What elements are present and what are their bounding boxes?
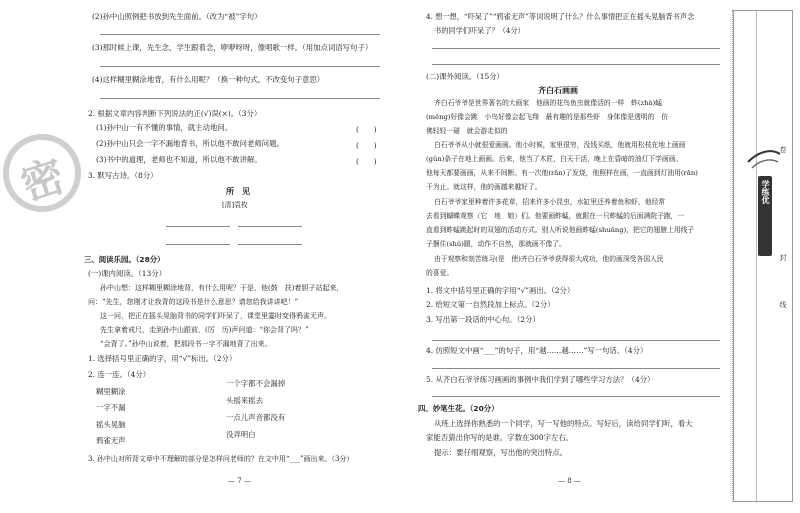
poem-line[interactable] [238,226,302,227]
subsection-title: (二)课外阅读。（15分） [426,72,504,81]
judge-item: (3)书中的道理，老师也不知道，所以他不敢讲解。 [96,155,262,164]
answer-line[interactable] [432,396,720,397]
connect-left-item[interactable]: 摇头晃脑 [96,420,126,429]
story-line: (gǔn)条子在地上画画。后来，他当了木匠，白天干活，晚上在昏暗的油灯下学画画。 [426,155,683,163]
confidential-stamp [3,134,81,212]
writing-prompt: 家能否猜出你写的是谁。字数在300字左右。 [426,433,574,442]
sidebar-label-feng: 封 [779,254,787,261]
story-title: 齐白石画画 [538,85,578,95]
stamp-character: 密 [15,150,71,211]
answer-line[interactable] [432,340,720,341]
page-number: — 7 — [228,477,251,485]
story-line: 齐白石爷爷是世界著名的大画家 他画的花鸟鱼虫就像活的一样 蚱(zhà)蜢 [434,99,663,107]
brand-logo [744,142,784,272]
subsection-title: (一)课内阅读。（13分） [88,269,166,278]
story-line: 他每天都要画画，从来不间断。有一次他(rǎn)了发烧，他照样在画，一直画到灯油用(rǎn) [426,169,698,177]
judge-item: (1)孙中山一有不懂的事情，就主动地问。 [96,123,233,132]
poem-line[interactable] [166,226,230,227]
story-line: 由于观察和刻苦练习(是 使)齐白石爷爷获得很大成功，他的画深受各国人民 [434,255,664,263]
answer-line [100,34,380,35]
answer-line[interactable] [432,64,720,65]
writing-prompt: 提示：要仔细观察，写出他的突出特点。 [434,448,568,457]
answer-paren[interactable]: ( ) [356,141,377,150]
question-title: 2. 给短文第一自然段加上标点。（2分） [426,300,555,309]
sidebar-label-juan: 卷 [779,146,787,153]
connect-right-item[interactable]: 头摇来摇去 [226,396,263,405]
passage-line: 问：“先生，您刚才让我背的这段书是什么意思？请您给我讲讲吧！” [88,298,299,306]
question-title: 2. 连一连。（4分） [88,370,151,379]
right-page [402,0,732,513]
judge-item: (2)孙中山只会一字不漏地背书，所以他不敢问老师问题。 [96,139,284,148]
question-title: 1. 将文中括号里正确的字用“√”画出。（2分） [426,286,575,295]
connect-left-item[interactable]: 鸦雀无声 [96,436,126,445]
question-title: 4. 仿照短文中画“___”的句子，用“越……越……”写一句话。（4分） [426,346,648,355]
answer-paren[interactable]: ( ) [356,157,377,166]
sidebar-label-xian: 线 [779,301,787,308]
question-title: 5. 从齐白石爷爷练习画画的事例中我们学到了哪些学习方法？（4分） [426,375,655,384]
question-title: 3. 孙中山对所背文章中不理解的部分是怎样问老师的？在文中用“___”画出来。（3分） [88,455,354,463]
connect-left-item[interactable]: 一字不漏 [96,403,126,412]
page-number: — 8 — [558,477,581,485]
answer-line [100,98,380,99]
poem-line[interactable] [238,244,302,245]
passage-line: 孙中山想：这样糊里糊涂地背，有什么用呢？于是，他(鼓 扶)着胆子站起来， [100,284,344,292]
poem-title: 所 见 [226,186,250,196]
poem-line[interactable] [166,244,230,245]
section-title: 四、妙笔生花。（20分） [418,404,499,413]
story-line: 的喜爱。 [426,269,454,277]
answer-paren[interactable]: ( ) [356,125,377,134]
question-title: 2. 根据文章内容判断下列说法的正(√)误(×)。（3分） [88,109,262,118]
section-title: 三、阅读乐园。（28分） [84,255,165,264]
question-text: (3)那时候上课，先生念，学生跟着念，咿咿呀呀，像唱歌一样。（用加点词语写句子） [92,43,373,52]
answer-line[interactable] [432,48,720,49]
question-title: 3. 写出第一段话的中心句。（2分） [426,315,540,324]
connect-left-item[interactable]: 糊里糊涂 [96,387,126,396]
question-title: 3. 默写古诗。（8分） [88,171,158,180]
story-line: 佛轻轻一碰 就会游走似的 [426,127,508,135]
question-text: (4)这样糊里糊涂地背，有什么用呢？（换一种句式，不改变句子意思） [92,75,325,84]
connect-right-item[interactable]: 一个字都不会漏掉 [226,379,286,388]
answer-line [100,66,380,67]
story-line: 干为止。就这样，他的画越来越好了。 [426,183,542,191]
answer-line[interactable] [432,368,720,369]
passage-line: 这一问，把正在摇头晃脑背书的同学们吓呆了，课堂里霎时变得鸦雀无声。 [100,312,331,320]
question-text: 4. 想一想，“吓呆了”“鸦雀无声”等词说明了什么？什么事情把正在摇头晃脑背书声念 [426,12,695,21]
poem-author: [清]袁枚 [222,201,248,209]
question-text: 书的同学们吓呆了？（4分） [434,26,525,35]
connect-right-item[interactable]: 一点儿声音都没有 [226,413,286,422]
question-text: (2)孙中山照例把书放到先生面前。（改为“被”字句） [92,12,262,21]
passage-line: 先生拿着戒尺，走到孙中山跟前，(厉 历)声问道：“你会背了吗？” [100,326,309,334]
passage-line: “会背了。”孙中山说着，把那段书一字不漏地背了出来。 [100,340,272,348]
story-line: 去看到蝴蝶观察（它 地 她）们。他要画蚱蜢，就跟在一只蚱蜢的后面满院子跑，一 [426,212,685,220]
story-line: 白石爷爷从小就很爱画画。他小时候，家里很穷，没钱买纸，他就用松枝在地上画画 [434,141,686,149]
brand-name: 学练优 [761,180,770,204]
connect-right-item[interactable]: 没弄明白 [226,430,256,439]
writing-prompt: 从班上选择你熟悉的一个同学，写一写他的特点。写好后，读给同学们听，看大 [434,419,693,428]
story-line: 白石爷爷家里种着许多花草，招来许多小昆虫，水缸里还养着鱼和虾，他经常 [434,198,666,206]
story-line: 直看到蚱蜢跳起时的双翅的活动方式。别人听说他画蚱蜢(shuāng)，把它的翅膀上用线子 [426,226,695,234]
story-line: (měng)好像会跳 小鸟好像会起飞翔 最有趣的是那些虾 身体像是透明的 仿 [426,113,668,121]
story-line: 子捆住(shǔ)腿，动作不自然，那就画不像了。 [426,240,566,248]
question-title: 1. 选择括号里正确的字，用“√”标出。（2分） [88,354,237,363]
